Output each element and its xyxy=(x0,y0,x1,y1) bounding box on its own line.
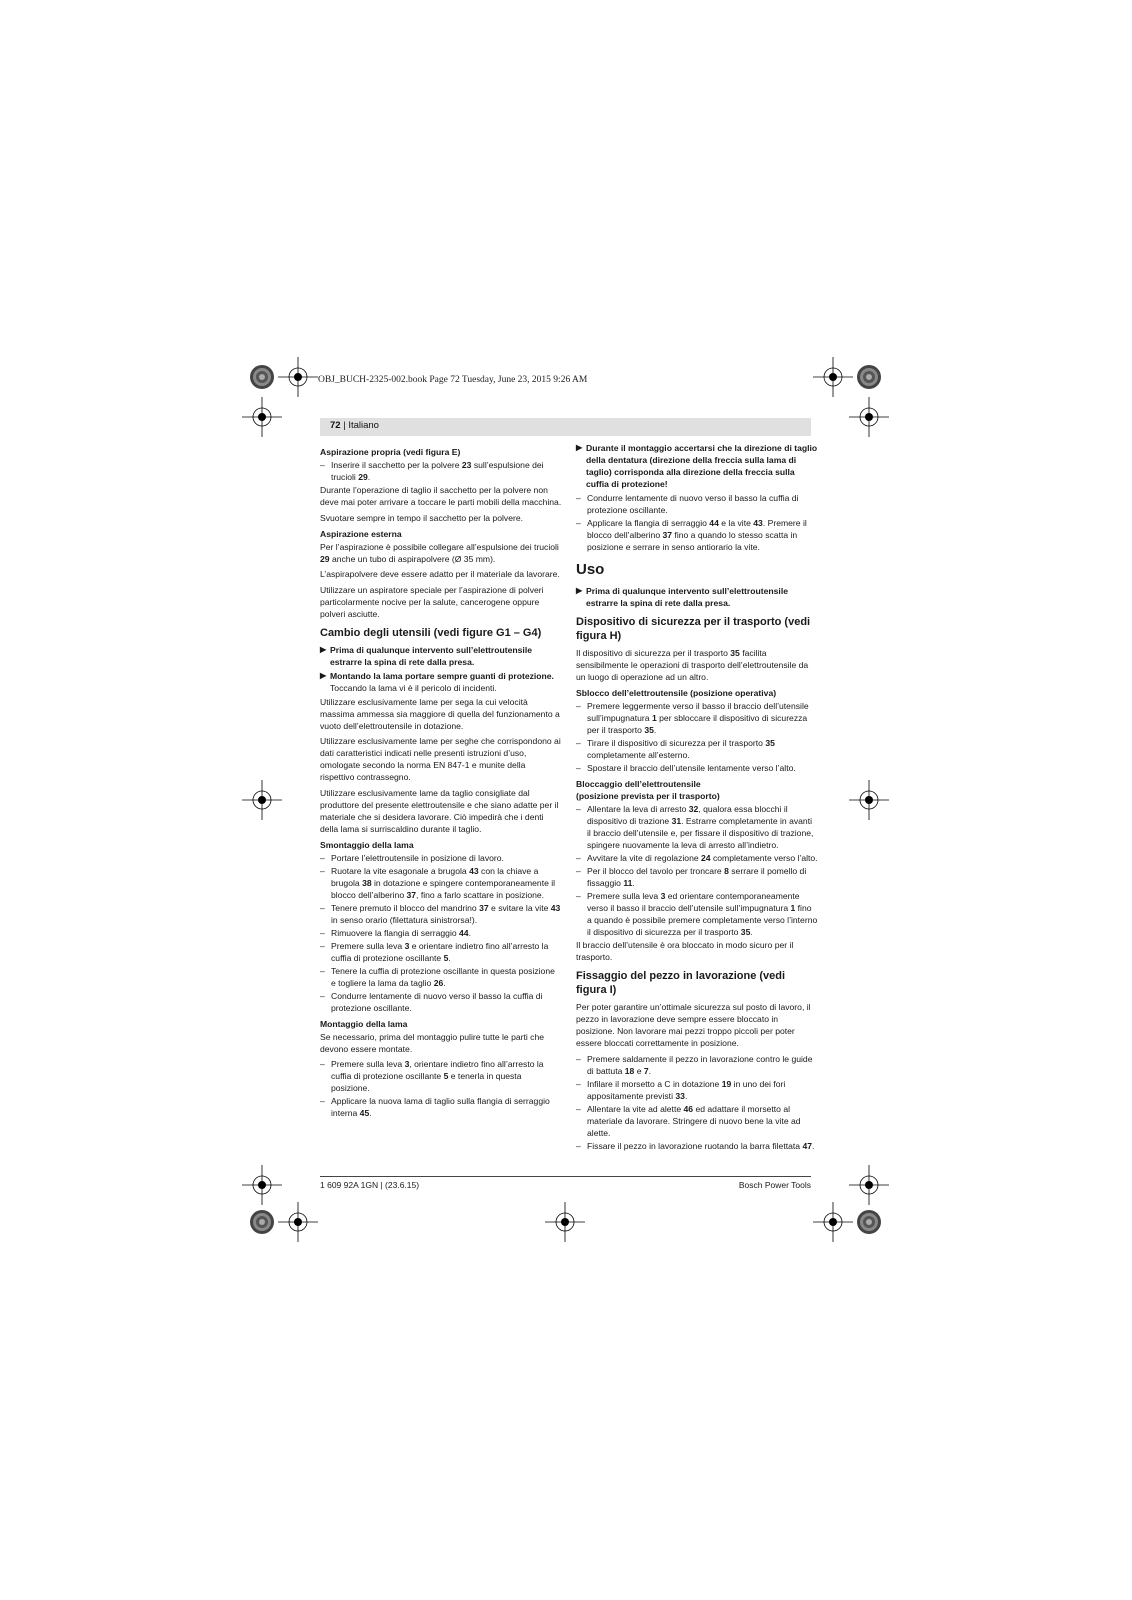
list-item: – Allentare la leva di arresto 32, qualora essa blocchi il dispositivo di trazione 31. Estrarre completamente in avanti il braccio dell’utensile e, per fissare il dispositivo di trazione, spingere nuovamente la leva di arresto all’indietro. xyxy=(576,804,814,850)
warning-arrow-icon: ▶ xyxy=(320,644,327,654)
footer-brand: Bosch Power Tools xyxy=(738,1180,811,1190)
list-item: – Premere leggermente verso il basso il braccio dell’utensile sull’impugnatura 1 per sbloccare il dispositivo di sicurezza per il trasporto 35. xyxy=(576,701,809,735)
running-header xyxy=(320,418,811,436)
list-item: – Allentare la vite ad alette 46 ed adattare il morsetto al materiale da lavorare. Stringere di nuovo bene la vite ad alette. xyxy=(576,1103,801,1138)
paragraph: Per poter garantire un’ottimale sicurezza sul posto di lavoro, il pezzo in lavorazione deve sempre essere bloccato in posizione. Non lavorare mai pezzi troppo piccoli per poter essere bloccati correttamente in posizione. xyxy=(576,1002,811,1048)
crop-mark-icon xyxy=(849,780,889,820)
warning-item: ▶ Prima di qualunque intervento sull’elettroutensile estrarre la spina di rete dalla presa. xyxy=(320,644,532,667)
left-column xyxy=(320,442,562,1120)
section-heading: Aspirazione esterna xyxy=(320,528,402,539)
right-column xyxy=(576,442,818,1153)
paragraph: L’aspirapolvere deve essere adatto per il materiale da lavorare. xyxy=(320,569,560,579)
list-item: – Premere sulla leva 3, orientare indietro fino all’arresto la cuffia di protezione oscillante 5 e tenerla in questa posizione. xyxy=(320,1059,544,1093)
section-heading: Aspirazione propria (vedi figura E) xyxy=(320,447,461,457)
section-heading: Sblocco dell’elettroutensile (posizione operativa) xyxy=(576,688,777,698)
paragraph: Il dispositivo di sicurezza per il trasporto 35 facilita sensibilmente le operazioni di trasporto dell’elettroutensile da un luogo di operazione ad un altro. xyxy=(576,648,809,682)
target-top-left-icon xyxy=(250,365,274,389)
list-item: – Premere sulla leva 3 ed orientare contemporaneamente verso il basso il braccio dell’utensile sull’impugnatura 1 fino a quando è possibile premere completamente verso l’interno il dispositivo di sicurezza per il trasporto 35. xyxy=(576,891,818,937)
crop-mark-icon xyxy=(813,1202,853,1242)
list-item: – Fissare il pezzo in lavorazione ruotando la barra filettata 47. xyxy=(576,1140,815,1151)
list-item: – Per il blocco del tavolo per troncare 8 serrare il pomello di fissaggio 11. xyxy=(576,866,807,888)
list-item: – Avvitare la vite di regolazione 24 completamente verso l’alto. xyxy=(576,853,818,863)
target-bottom-left-icon xyxy=(250,1210,274,1234)
section-heading: Bloccaggio dell’elettroutensile (posizione prevista per il trasporto) xyxy=(576,779,720,801)
crop-mark-icon xyxy=(278,357,318,397)
list-item: – Inserire il sacchetto per la polvere 23 sull’espulsione dei trucioli 29. xyxy=(320,460,544,482)
section-title: Fissaggio del pezzo in lavorazione (vedi figura I) xyxy=(576,970,786,996)
slug-line: OBJ_BUCH-2325-002.book Page 72 Tuesday, June 23, 2015 9:26 AM xyxy=(318,375,588,385)
crop-mark-icon xyxy=(242,780,282,820)
list-item: – Premere saldamente il pezzo in lavorazione contro le guide di battuta 18 e 7. xyxy=(576,1053,813,1076)
paragraph: Utilizzare esclusivamente lame per sega la cui velocità massima ammessa sia maggiore di quella del funzionamento a vuoto dell’elettroutensile in dotazione. xyxy=(320,696,560,731)
list-item: – Spostare il braccio dell’utensile lentamente verso l’alto. xyxy=(576,763,796,773)
crop-mark-icon xyxy=(545,1202,585,1242)
header-separator: | xyxy=(340,420,349,431)
warning-arrow-icon: ▶ xyxy=(576,443,583,452)
paragraph: Utilizzare esclusivamente lame da taglio consigliate dal produttore del presente elettroutensile e che siano adatte per il materiale che si desidera lavorare. Ciò impedirà che i denti della lama si surriscaldino durante il taglio. xyxy=(320,787,559,834)
target-bottom-right-icon xyxy=(857,1210,881,1234)
paragraph: Utilizzare un aspiratore speciale per l’aspirazione di polveri particolarmente nocive per la salute, cancerogene oppure polveri asciutte. xyxy=(320,584,544,619)
footer-rule xyxy=(320,1176,811,1177)
warning-arrow-icon: ▶ xyxy=(320,670,327,680)
header-language: Italiano xyxy=(348,420,379,431)
list-item: – Premere sulla leva 3 e orientare indietro fino all’arresto la cuffia di protezione oscillante 5. xyxy=(320,940,549,963)
list-item: – Applicare la nuova lama di taglio sulla flangia di serraggio interna 45. xyxy=(320,1096,550,1118)
warning-item: ▶ Montando la lama portare sempre guanti di protezione. Toccando la lama vi è il pericolo di incidenti. xyxy=(320,670,554,693)
warning-item: ▶ Prima di qualunque intervento sull’elettroutensile estrarre la spina di rete dalla presa. xyxy=(576,586,788,608)
paragraph: Durante l’operazione di taglio il sacchetto per la polvere non deve mai poter arrivare a toccare le parti mobili della macchina. xyxy=(320,485,562,507)
list-item: – Applicare la flangia di serraggio 44 e la vite 43. Premere il blocco dell’alberino 37 fino a quando lo stesso scatta in posizione e serrare in senso antiorario la vite. xyxy=(576,518,807,552)
paragraph: Utilizzare esclusivamente lame per seghe che corrispondono ai dati caratteristici indicati nelle presenti istruzioni d’uso, omologate secondo la norma EN 847-1 e munite della rispettivo contrassegno. xyxy=(320,736,561,782)
crop-mark-icon xyxy=(278,1202,318,1242)
list-item: – Tenere la cuffia di protezione oscillante in questa posizione e togliere la lama da taglio 26. xyxy=(320,965,555,988)
section-title: Dispositivo di sicurezza per il trasporto (vedi figura H) xyxy=(576,616,811,642)
list-item: – Rimuovere la flangia di serraggio 44. xyxy=(320,927,471,938)
list-item: – Tirare il dispositivo di sicurezza per il trasporto 35 completamente all’esterno. xyxy=(576,738,775,760)
section-heading: Montaggio della lama xyxy=(320,1018,408,1029)
warning-item: ▶ Durante il montaggio accertarsi che la direzione di taglio della dentatura (direzione della freccia sulla lama di taglio) corrisponda alla direzione della freccia sulla cuffia di protezione! xyxy=(576,443,818,489)
crop-mark-icon xyxy=(242,1165,282,1205)
crop-mark-icon xyxy=(849,1165,889,1205)
list-item: – Portare l’elettroutensile in posizione di lavoro. xyxy=(320,852,504,863)
crop-mark-icon xyxy=(242,397,282,437)
list-item: – Ruotare la vite esagonale a brugola 43 con la chiave a brugola 38 in dotazione e spingere contemporaneamente il blocco dell’alberino 37, fino a farlo scattare in posizione. xyxy=(320,865,556,900)
footer-doc-id: 1 609 92A 1GN | (23.6.15) xyxy=(320,1180,420,1190)
section-heading: Smontaggio della lama xyxy=(320,839,414,850)
crop-mark-icon xyxy=(813,357,853,397)
target-top-right-icon xyxy=(857,365,881,389)
warning-arrow-icon: ▶ xyxy=(576,586,583,595)
section-title: Cambio degli utensili (vedi figure G1 – G4) xyxy=(320,626,542,639)
list-item: – Condurre lentamente di nuovo verso il basso la cuffia di protezione oscillante. xyxy=(576,493,799,515)
paragraph: Il braccio dell’utensile è ora bloccato in modo sicuro per il trasporto. xyxy=(576,940,794,962)
page-number: 72 xyxy=(330,420,341,431)
paragraph: Svuotare sempre in tempo il sacchetto per la polvere. xyxy=(320,512,524,523)
crop-mark-icon xyxy=(849,397,889,437)
list-item: – Condurre lentamente di nuovo verso il basso la cuffia di protezione oscillante. xyxy=(320,990,543,1013)
paragraph: Per l’aspirazione è possibile collegare all’espulsione dei trucioli 29 anche un tubo di aspirapolvere (Ø 35 mm). xyxy=(320,541,559,564)
paragraph: Se necessario, prima del montaggio pulire tutte le parti che devono essere montate. xyxy=(320,1031,545,1054)
header-text xyxy=(330,420,379,431)
list-item: – Tenere premuto il blocco del mandrino 37 e svitare la vite 43 in senso orario (filettatura sinistrorsa!). xyxy=(320,902,561,925)
list-item: – Infilare il morsetto a C in dotazione 19 in uno dei fori appositamente previsti 33. xyxy=(576,1078,786,1101)
chapter-title: Uso xyxy=(576,561,605,578)
